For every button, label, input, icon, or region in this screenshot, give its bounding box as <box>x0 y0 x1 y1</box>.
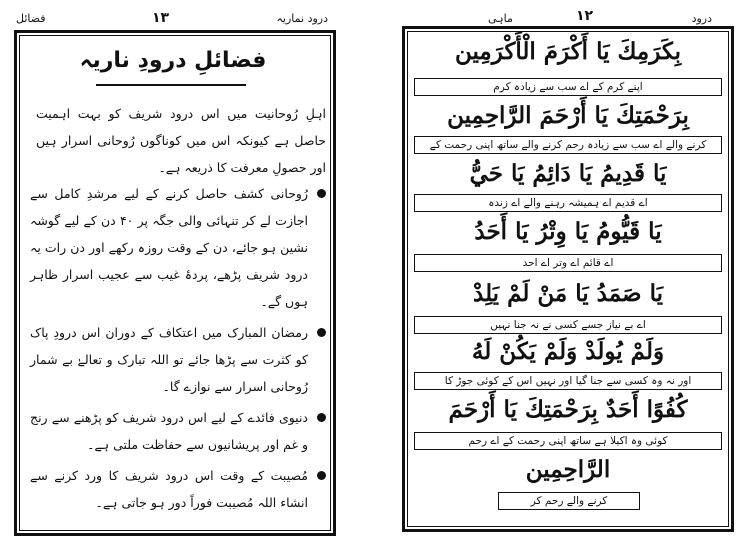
translation-line: اے قدیم اے ہمیشہ رہنے والے اے زندہ <box>414 194 722 212</box>
translation-line: اے بے نیاز جسے کسی نے نہ جنا نہیں <box>414 316 722 334</box>
left-page-header <box>12 10 332 30</box>
list-item <box>30 180 326 315</box>
list-item <box>30 404 326 458</box>
arabic-line: يَا قَدِيمُ يَا دَائِمُ يَا حَيُّ <box>469 160 667 187</box>
translation-line: اپنے کرم کے اے سب سے زیادہ کرم <box>414 78 722 96</box>
list-item-text: دنیوی فائدے کے لیے اس درود شریف کو پڑھنے سے رنج و غم اور پریشانیوں سے حفاظت ملتی ہے۔ <box>30 410 308 452</box>
right-header-section: ماہی <box>488 12 513 25</box>
translation-line: کوئی وہ اکیلا ہے ساتھ اپنی رحمت کے اے رحم <box>414 432 722 450</box>
benefits-list <box>30 180 326 520</box>
list-item <box>30 319 326 400</box>
arabic-line: وَلَمْ يُولَدْ وَلَمْ يَكُنْ لَهُ <box>471 338 665 365</box>
bullet-icon <box>317 471 326 480</box>
translation-line: اور نہ وہ کسی سے جنا گیا اور نہیں اس کے کوئی جوڑ کا <box>414 372 722 390</box>
list-item-text: رمضان المبارک میں اعتکاف کے دوران اس درودِ پاک کو کثرت سے پڑھا جائے تو اللہ تبارک و تعالےٰ بے شمار رُوحانی اسرار سے نوازے گا۔ <box>30 325 308 394</box>
right-page-header <box>398 8 736 28</box>
translation-line: کرنے والے رحم کر <box>498 492 640 510</box>
translation-line: اے قائم اے وتر اے احد <box>414 254 722 272</box>
right-page <box>398 4 736 532</box>
bullet-icon <box>317 413 326 422</box>
left-page-number: ١٣ <box>152 10 170 26</box>
arabic-line: كُفُوًا أَحَدٌ بِرَحْمَتِكَ يَا أَرْحَمَ <box>448 396 688 423</box>
page-title: فضائلِ درودِ ناریہ <box>79 48 267 73</box>
intro-paragraph: اہلِ رُوحانیت میں اس درود شریف کو بہت اہمیت حاصل ہے کیونکہ اس میں کوناگوں رُوحانی اسرار ہیں اور حصولِ معرفت کا ذریعہ ہے۔ <box>36 106 326 175</box>
bullet-icon <box>317 328 326 337</box>
list-item-text: مُصیبت کے وقت اس درود شریف کا ورد کرنے سے انشاء اللہ مُصیبت فوراً دور ہو جاتی ہے۔ <box>30 468 308 510</box>
arabic-line: يَا قَيُّومُ يَا وِتْرُ يَا أَحَدُ <box>474 218 662 245</box>
arabic-line: الرَّاحِمِين <box>525 456 611 483</box>
right-header-running-title: درود <box>691 12 712 25</box>
arabic-line: يَا صَمَدُ يَا مَنْ لَمْ يَلِدْ <box>473 280 663 307</box>
arabic-line: بِكَرَمِكَ يَا أَكْرَمَ الْأَكْرَمِين <box>454 38 681 65</box>
list-item <box>30 462 326 516</box>
bullet-icon <box>317 189 326 198</box>
left-header-running-title: درود نماریہ <box>276 12 328 25</box>
translation-line: کرنے والے اے سب سے زیادہ رحم کرنے والے ساتھ اپنی رحمت کے <box>414 136 722 154</box>
arabic-line: بِرَحْمَتِكَ يَا أَرْحَمَ الرَّاحِمِين <box>447 102 689 129</box>
left-page <box>4 4 342 532</box>
right-page-number: ١٢ <box>576 8 594 24</box>
title-underline <box>96 84 246 86</box>
left-header-section: فضائل <box>16 12 46 25</box>
list-item-text: رُوحانی کشف حاصل کرنے کے لیے مرشدِ کامل سے اجازت لے کر تنہائی والی جگہ پر ۴۰ دن کے لیے گوشہ نشین ہو جائے، دن کے وقت روزہ رکھے اور دن رات یہ درود شریف پڑھے، پردۂ غیب سے عجیب اسرار ظاہر ہوں گے۔ <box>30 186 308 309</box>
